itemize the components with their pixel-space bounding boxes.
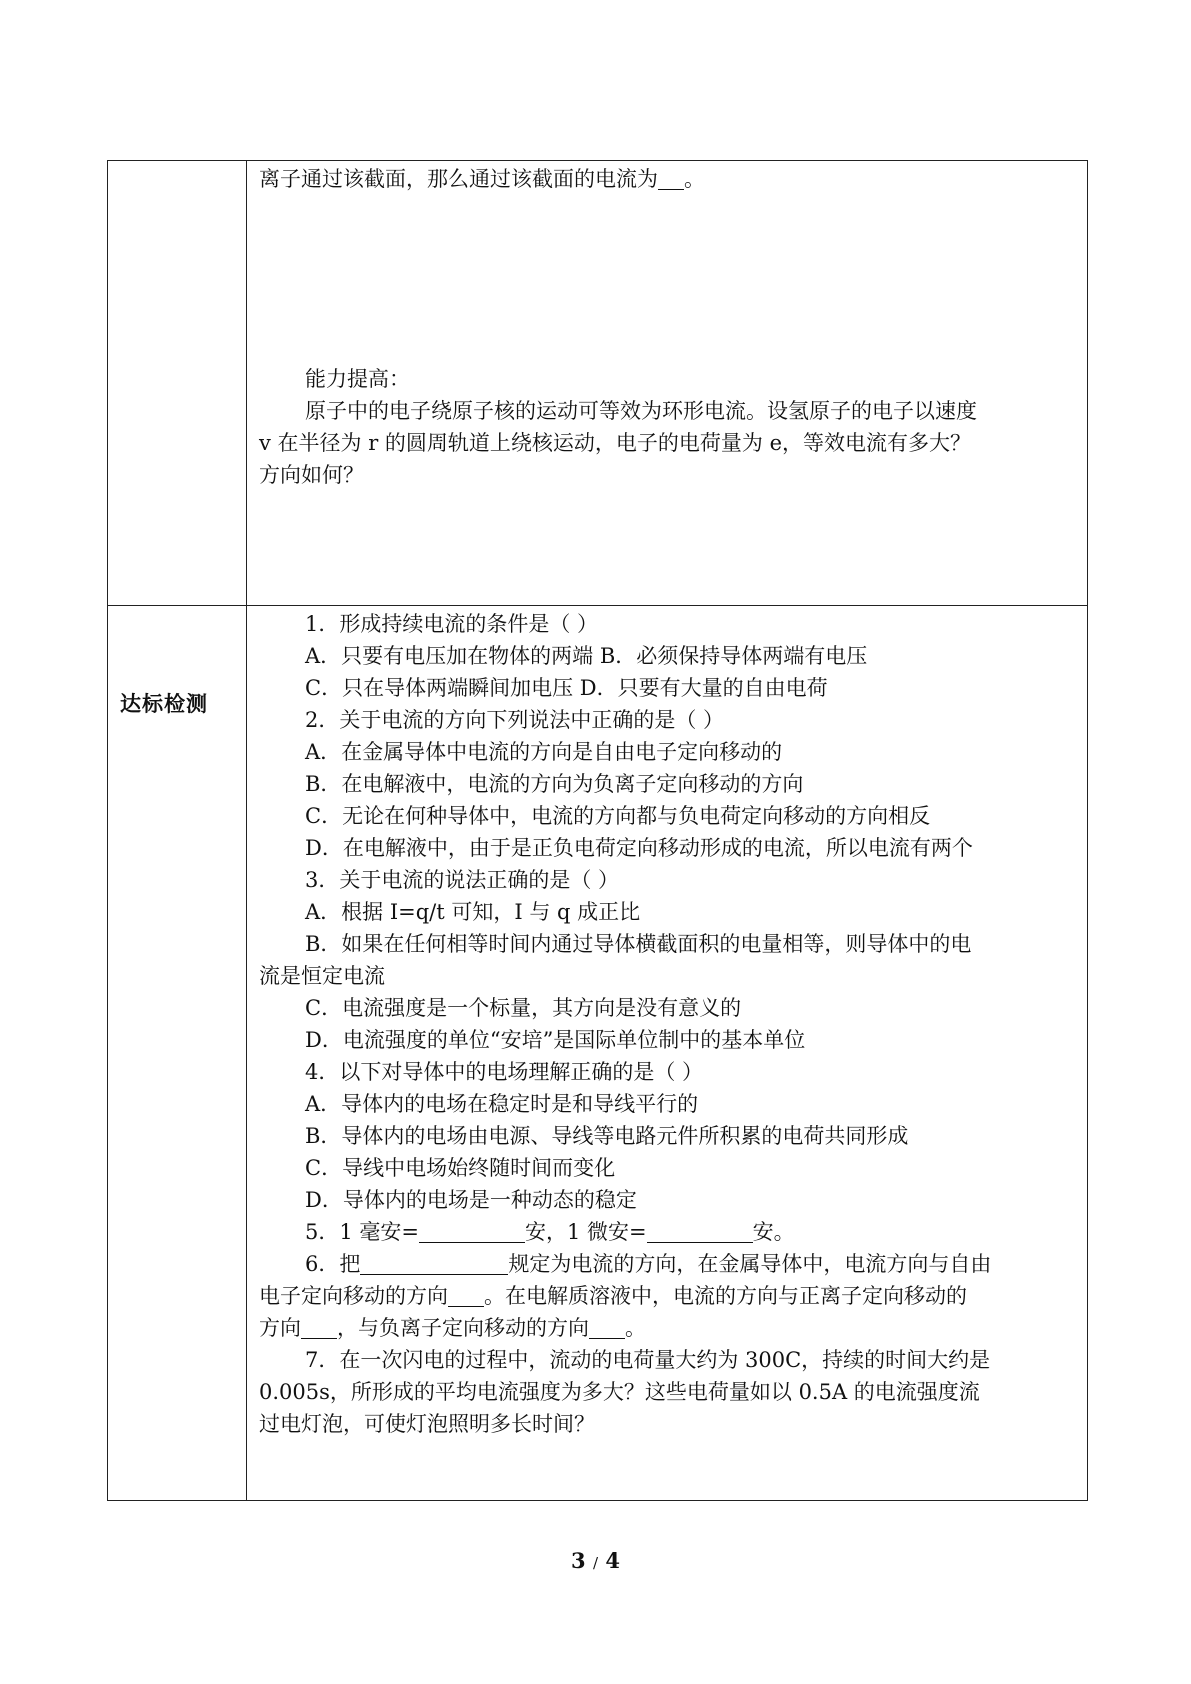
content-cell	[247, 161, 1088, 606]
question-3: 3．关于电流的说法正确的是（ ）	[305, 868, 620, 892]
text-line: 方向 ，与负离子定向移动的方向 。	[259, 1316, 646, 1340]
answer-blank[interactable]	[360, 1252, 508, 1275]
text-line: 方向如何？	[259, 463, 364, 487]
question-6: 6．把 规定为电流的方向，在金属导体中，电流方向与自由	[305, 1252, 992, 1276]
question-7: 7．在一次闪电的过程中，流动的电荷量大约为 300C，持续的时间大约是	[305, 1348, 991, 1372]
option-line: C．导线中电场始终随时间而变化	[305, 1156, 616, 1180]
text-line: 原子中的电子绕原子核的运动可等效为环形电流。设氢原子的电子以速度	[305, 399, 977, 423]
option-line: C．只在导体两端瞬间加电压 D．只要有大量的自由电荷	[305, 676, 828, 700]
section-label: 达标检测	[120, 692, 208, 716]
option-line: B．在电解液中，电流的方向为负离子定向移动的方向	[305, 772, 804, 796]
current-page: 3	[571, 1548, 586, 1573]
option-line: A．在金属导体中电流的方向是自由电子定向移动的	[305, 740, 783, 764]
table-row	[108, 161, 1088, 606]
label-cell	[108, 606, 247, 1501]
option-line: D．电流强度的单位“安培”是国际单位制中的基本单位	[305, 1028, 806, 1052]
total-pages: 4	[605, 1548, 620, 1573]
option-line: D．在电解液中，由于是正负电荷定向移动形成的电流，所以电流有两个	[305, 836, 973, 860]
label-cell-empty	[108, 161, 247, 606]
answer-blank[interactable]	[301, 1316, 337, 1339]
worksheet-table	[107, 160, 1088, 1501]
option-line: B．导体内的电场由电源、导线等电路元件所积累的电荷共同形成	[305, 1124, 909, 1148]
question-2: 2．关于电流的方向下列说法中正确的是（ ）	[305, 708, 725, 732]
content-cell	[247, 606, 1088, 1501]
option-line: A．只要有电压加在物体的两端 B．必须保持导体两端有电压	[305, 644, 868, 668]
section-heading: 能力提高：	[305, 367, 410, 391]
option-line: C．电流强度是一个标量，其方向是没有意义的	[305, 996, 742, 1020]
option-line: A．根据 I=q/t 可知，I 与 q 成正比	[305, 900, 641, 924]
answer-blank[interactable]	[448, 1284, 484, 1307]
question-5: 5．1 毫安= 安，1 微安= 安。	[305, 1220, 795, 1244]
table-row	[108, 606, 1088, 1501]
option-line: 流是恒定电流	[259, 964, 385, 988]
answer-blank[interactable]	[589, 1316, 625, 1339]
text-line: 0.005s，所形成的平均电流强度为多大？这些电荷量如以 0.5A 的电流强度流	[259, 1380, 980, 1404]
option-line: B．如果在任何相等时间内通过导体横截面积的电量相等，则导体中的电	[305, 932, 972, 956]
question-1: 1．形成持续电流的条件是（ ）	[305, 612, 599, 636]
answer-blank[interactable]	[647, 1220, 753, 1243]
page-number	[0, 1548, 1191, 1573]
answer-blank[interactable]	[419, 1220, 525, 1243]
text-line: 过电灯泡，可使灯泡照明多长时间？	[259, 1412, 595, 1436]
text-line: 电子定向移动的方向 。在电解质溶液中，电流的方向与正离子定向移动的	[259, 1284, 967, 1308]
option-line: D．导体内的电场是一种动态的稳定	[305, 1188, 637, 1212]
question-4: 4．以下对导体中的电场理解正确的是（ ）	[305, 1060, 704, 1084]
page-separator: /	[592, 1554, 599, 1572]
option-line: C．无论在何种导体中，电流的方向都与负电荷定向移动的方向相反	[305, 804, 931, 828]
text-line: v 在半径为 r 的圆周轨道上绕核运动，电子的电荷量为 e，等效电流有多大？	[259, 431, 972, 455]
text-line: 离子通过该截面，那么通过该截面的电流为 。	[259, 167, 705, 191]
option-line: A．导体内的电场在稳定时是和导线平行的	[305, 1092, 699, 1116]
answer-blank[interactable]	[658, 167, 684, 190]
